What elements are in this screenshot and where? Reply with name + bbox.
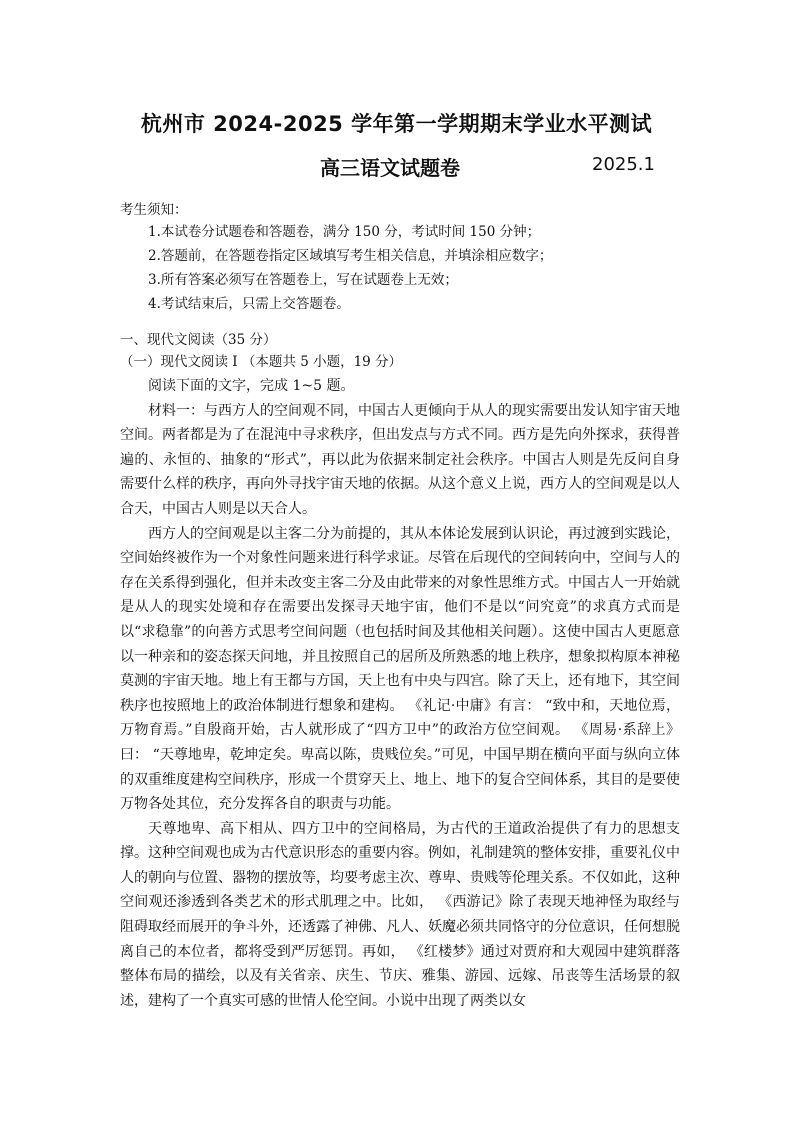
exam-subtitle: 高三语文试题卷 bbox=[320, 156, 460, 180]
notice-heading: 考生须知： bbox=[120, 202, 188, 218]
subsection-heading: （一）现代文阅读 Ⅰ （本题共 5 小题，19 分） bbox=[120, 354, 403, 370]
passage-paragraph: 材料一：与西方人的空间观不同，中国古人更倾向于从人的现实需要出发认知宇宙天地空间。两者都是为了在混沌中寻求秩序，但出发点与方式不同。西方是先向外探求，获得普遍的、永恒的、抽象的“形式”，再以此为依据来制定社会秩序。中国古人则是先反问自身需要什么样的秩序，再向外寻找宇宙天地的依据。从这个意义上说，西方人的空间观是以人合天，中国古人则是以天合人。 bbox=[120, 402, 680, 517]
notice-item: 1.本试卷分试题卷和答题卷，满分 150 分，考试时间 150 分钟； bbox=[148, 224, 541, 240]
notice-item: 3.所有答案必须写在答题卷上，写在试题卷上无效； bbox=[148, 272, 458, 288]
exam-date: 2025.1 bbox=[592, 154, 655, 175]
reading-passage bbox=[120, 374, 680, 1013]
section-heading: 一、现代文阅读（35 分） bbox=[120, 332, 277, 348]
notice-list bbox=[148, 220, 552, 316]
notice-item: 4.考试结束后，只需上交答题卷。 bbox=[148, 296, 350, 312]
passage-paragraph: 西方人的空间观是以主客二分为前提的，其从本体论发展到认识论，再过渡到实践论，空间始终被作为一个对象性问题来进行科学求证。尽管在后现代的空间转向中，空间与人的存在关系得到强化，但并未改变主客二分及由此带来的对象性思维方式。中国古人一开始就是从人的现实处境和存在需要出发探寻天地宇宙，他们不是以“问究竟”的求真方式而是以“求稳靠”的向善方式思考空间问题（也包括时间及其他相关问题）。这使中国古人更愿意以一种亲和的姿态探天问地，并且按照自己的居所及所熟悉的地上秩序，想象拟构原本神秘莫测的宇宙天地。地上有王都与方国，天上也有中央与四宫。除了天上，还有地下，其空间秩序也按照地上的政治体制进行想象和建构。 《礼记·中庸》有言： “致中和，天地位焉，万物育焉。”自殷商开始，古人就形成了“四方卫中”的政治方位空间观。 《周易·系辞上》曰： “天尊地卑，乾坤定矣。卑高以陈，贵贱位矣。”可见，中国早期在横向平面与纵向立体的双重维度建构空间秩序，形成一个贯穿天上、地上、地下的复合空间体系，其目的是要使万物各处其位，充分发挥各自的职责与功能。 bbox=[120, 525, 680, 813]
exam-title: 杭州市 2024-2025 学年第一学期期末学业水平测试 bbox=[140, 112, 653, 136]
passage-paragraph: 天尊地卑、高下相从、四方卫中的空间格局，为古代的王道政治提供了有力的思想支撑。这种空间观也成为古代意识形态的重要内容。例如，礼制建筑的整体安排，重要礼仪中人的朝向与位置、器物的摆放等，均要考虑主次、尊卑、贵贱等伦理关系。不仅如此，这种空间观还渗透到各类艺术的形式肌理之中。比如， 《西游记》除了表现天地神怪为取经与阻碍取经而展开的争斗外，还透露了神佛、凡人、妖魔必须共同恪守的分位意识，任何想脱离自己的本位者，都将受到严厉惩罚。再如， 《红楼梦》通过对贾府和大观园中建筑群落整体布局的描绘，以及有关省亲、庆生、节庆、雅集、游园、远嫁、吊丧等生活场景的叙述，建构了一个真实可感的世情人伦空间。小说中出现了两类以女 bbox=[120, 820, 680, 1009]
passage-instruction: 阅读下面的文字，完成 1~5 题。 bbox=[148, 378, 355, 394]
notice-item: 2.答题前，在答题卷指定区域填写考生相关信息，并填涂相应数字； bbox=[148, 248, 553, 264]
